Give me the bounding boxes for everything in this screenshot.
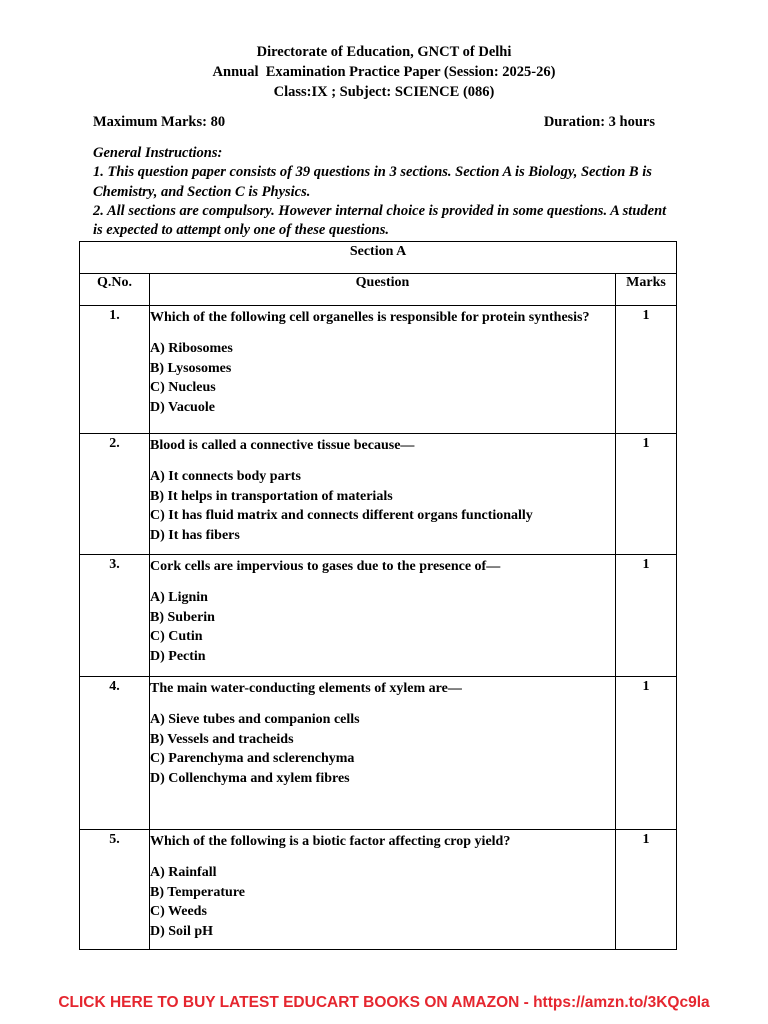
exam-meta [93, 112, 655, 132]
header-directorate: Directorate of Education, GNCT of Delhi [256, 44, 512, 60]
question-option: D) Collenchyma and xylem fibres [150, 770, 350, 786]
question-option: A) Lignin [150, 590, 208, 605]
question-stem: Which of the following cell organelles is responsible for protein synthesis? [150, 310, 590, 325]
question-marks: 1 [616, 434, 677, 555]
question-option: C) It has fluid matrix and connects different organs functionally [150, 508, 533, 523]
question-cell [150, 555, 616, 677]
table-row [80, 677, 677, 830]
question-option: D) Vacuole [150, 399, 215, 415]
question-marks: 1 [616, 555, 677, 677]
question-option: B) Vessels and tracheids [150, 731, 294, 747]
header-exam-title: Annual Examination Practice Paper (Session: 2025-26) [212, 64, 556, 80]
header-question: Question [150, 274, 616, 306]
table-row [80, 830, 677, 950]
question-option: D) Pectin [150, 648, 206, 664]
header-marks: Marks [616, 274, 677, 306]
question-cell [150, 306, 616, 434]
question-option: C) Weeds [150, 904, 207, 919]
instructions-title: General Instructions: [93, 145, 223, 161]
instruction-item: 2. All sections are compulsory. However internal choice is provided in some questions. A student is expected to attempt only one of these questions. [93, 202, 667, 239]
duration: Duration: 3 hours [543, 114, 655, 130]
question-stem: Cork cells are impervious to gases due to the presence of— [150, 559, 501, 574]
document-header [0, 42, 768, 102]
question-number: 5. [80, 830, 150, 950]
instruction-item: 1. This question paper consists of 39 questions in 3 sections. Section A is Biology, Section B is Chemistry, and Section C is Physics. [93, 164, 652, 200]
question-marks: 1 [616, 306, 677, 434]
table-row [80, 555, 677, 677]
question-number: 3. [80, 555, 150, 677]
question-stem: Which of the following is a biotic factor affecting crop yield? [150, 834, 511, 849]
question-marks: 1 [616, 830, 677, 950]
question-option: C) Cutin [150, 629, 203, 644]
question-option: C) Nucleus [150, 380, 216, 395]
question-option: B) It helps in transportation of materials [150, 488, 393, 504]
question-stem: The main water-conducting elements of xylem are— [150, 681, 462, 696]
question-cell [150, 830, 616, 950]
question-number: 2. [80, 434, 150, 555]
table-header-row [80, 274, 677, 306]
question-option: A) Sieve tubes and companion cells [150, 712, 360, 727]
question-option: A) It connects body parts [150, 469, 301, 484]
question-number: 4. [80, 677, 150, 830]
maximum-marks: Maximum Marks: 80 [93, 114, 226, 130]
section-title: Section A [80, 242, 677, 274]
question-marks: 1 [616, 677, 677, 830]
question-number: 1. [80, 306, 150, 434]
question-cell [150, 434, 616, 555]
table-row [80, 306, 677, 434]
question-option: A) Rainfall [150, 865, 217, 880]
question-option: A) Ribosomes [150, 341, 233, 356]
question-option: D) It has fibers [150, 527, 240, 543]
question-option: B) Temperature [150, 884, 246, 900]
header-qno: Q.No. [80, 274, 150, 306]
section-row [80, 242, 677, 274]
question-cell [150, 677, 616, 830]
question-stem: Blood is called a connective tissue because— [150, 438, 415, 453]
table-row [80, 434, 677, 555]
header-class-subject: Class:IX ; Subject: SCIENCE (086) [273, 84, 495, 100]
question-option: C) Parenchyma and sclerenchyma [150, 751, 355, 766]
question-option: B) Suberin [150, 609, 215, 625]
buy-books-link[interactable]: CLICK HERE TO BUY LATEST EDUCART BOOKS ON AMAZON - https://amzn.to/3KQc9la [58, 994, 710, 1011]
general-instructions [93, 144, 673, 240]
question-option: D) Soil pH [150, 923, 214, 939]
question-option: B) Lysosomes [150, 360, 232, 376]
question-table [79, 241, 677, 950]
